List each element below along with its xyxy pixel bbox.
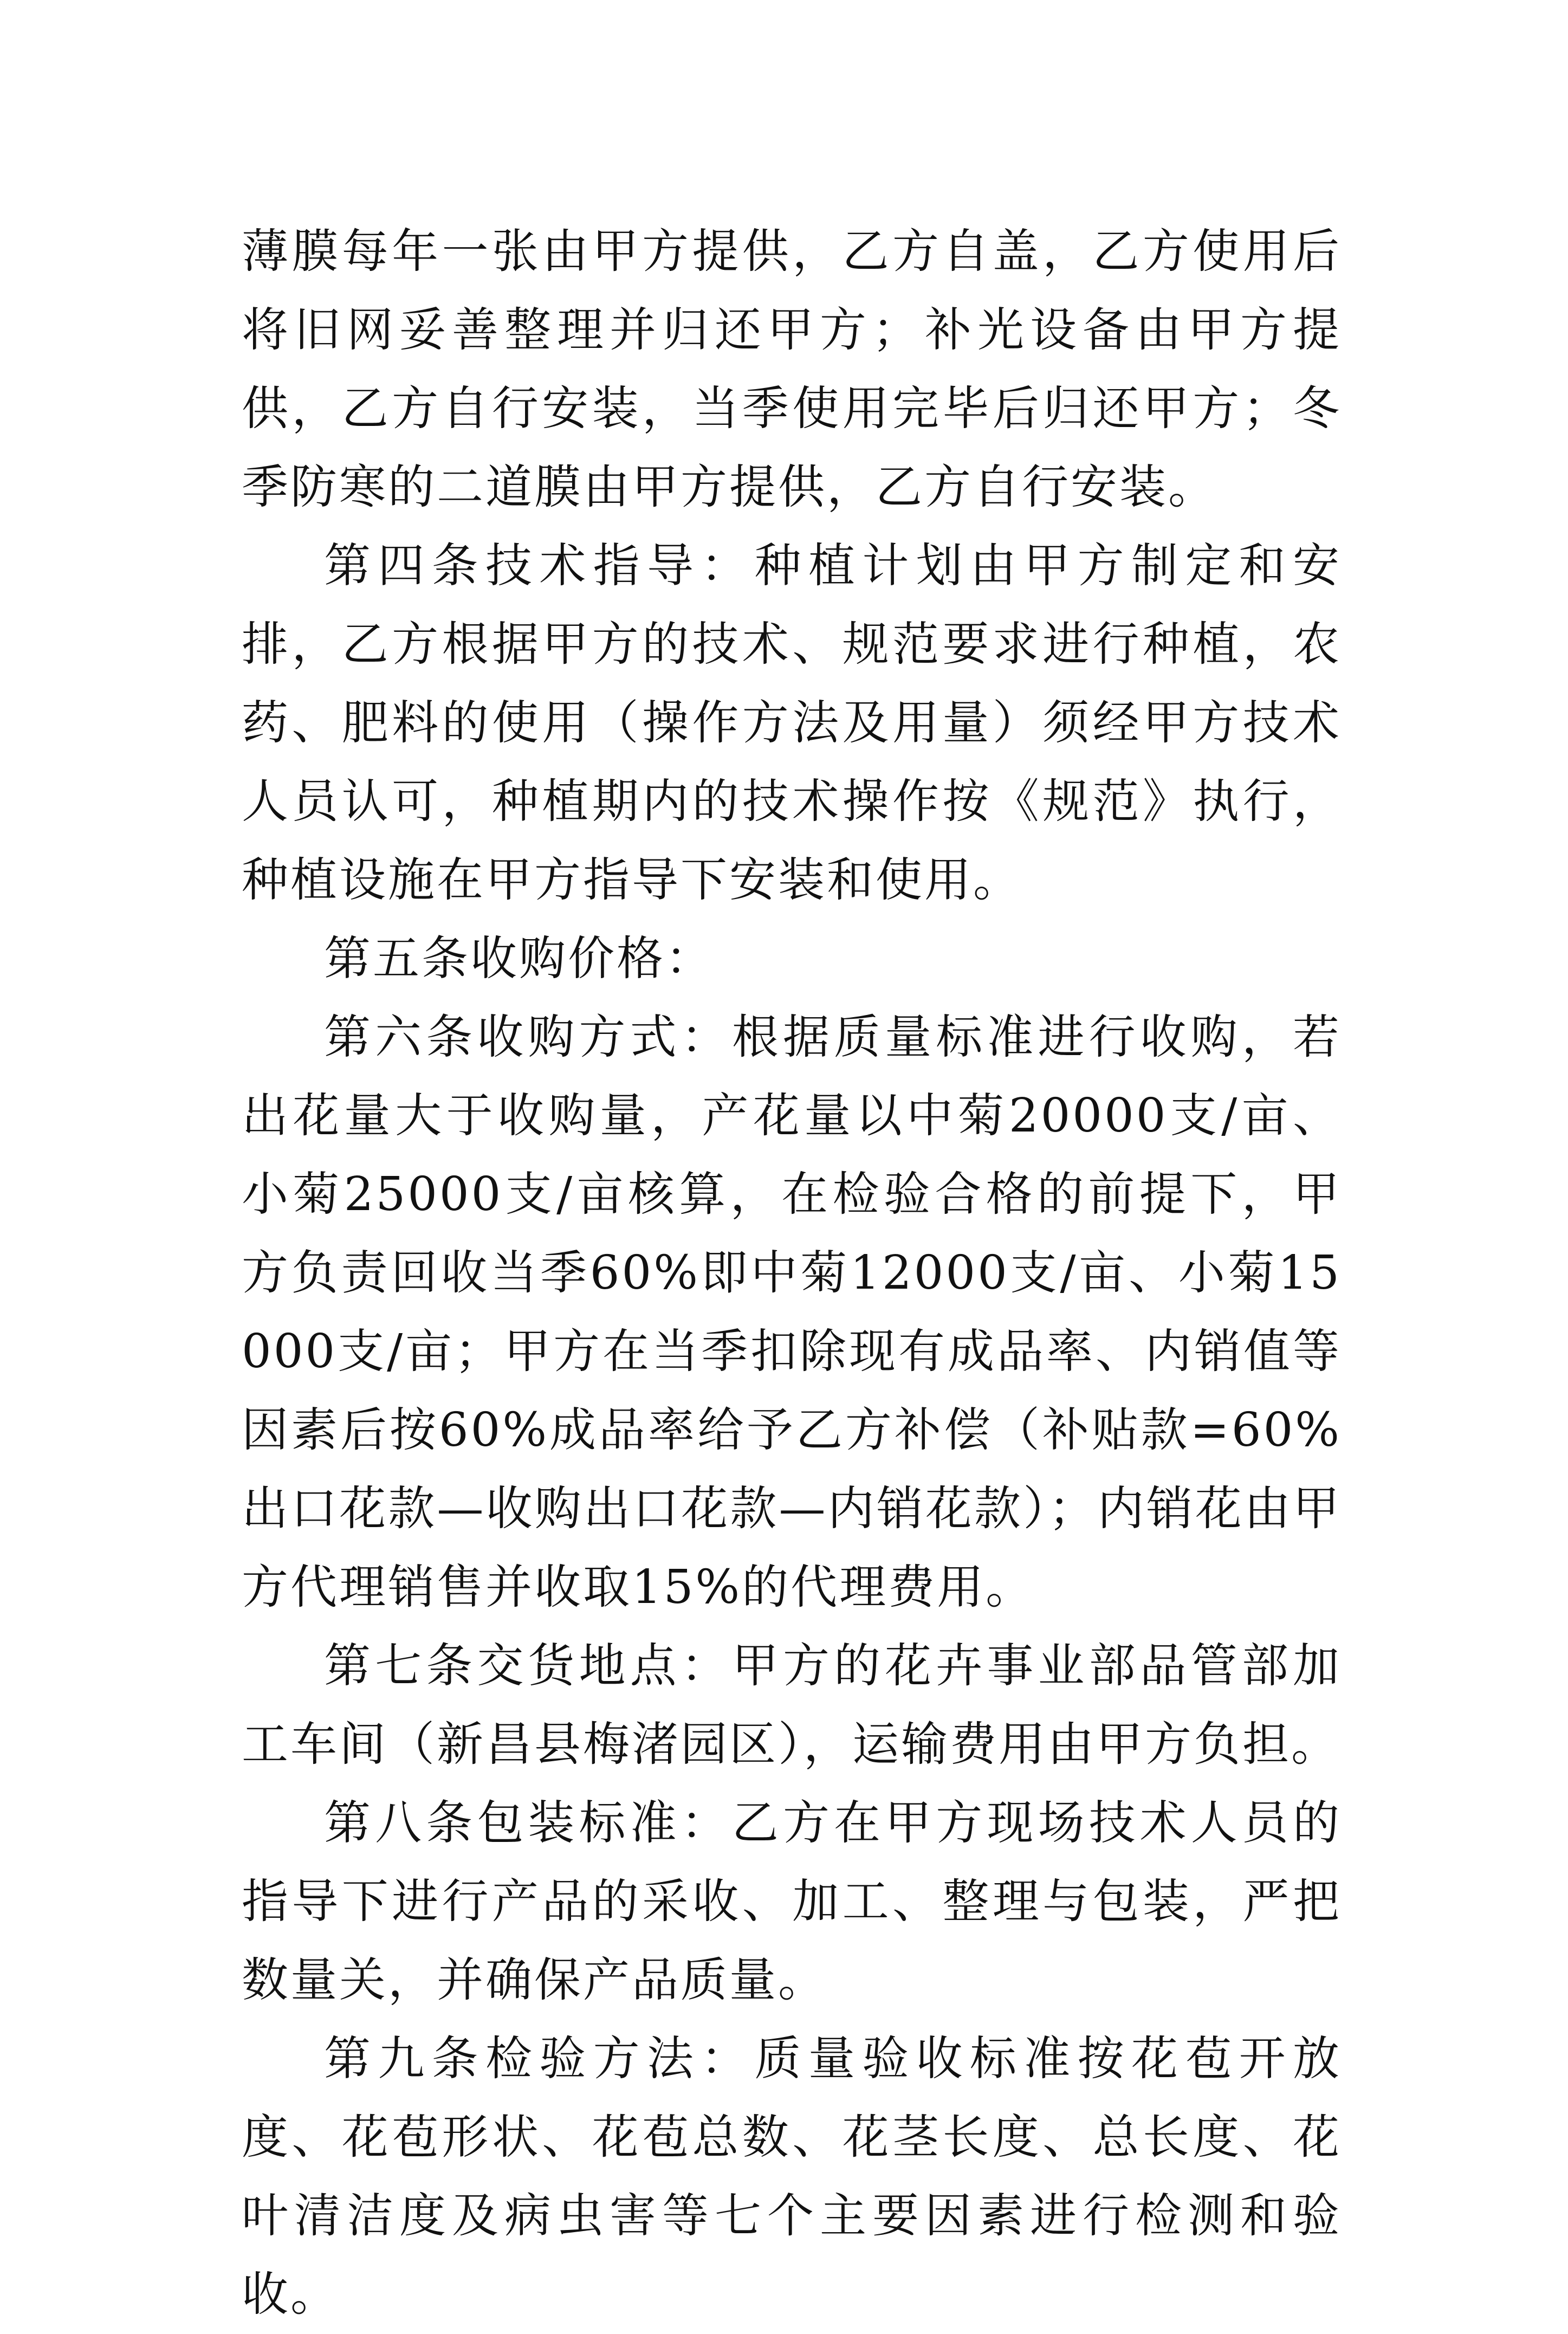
paragraph-article-4-technical-guidance: 第四条技术指导：种植计划由甲方制定和安排，乙方根据甲方的技术、规范要求进行种植，农药、肥料的使用（操作方法及用量）须经甲方技术人员认可，种植期内的技术操作按《规范》执行，种植设施在甲方指导下安装和使用。 [242,539,1342,907]
paragraph-article-5-purchase-price: 第五条收购价格： [324,932,714,986]
paragraph-article-6-purchase-method: 第六条收购方式：根据质量标准进行收购，若出花量大于收购量，产花量以中菊20000支/亩、小菊25000支/亩核算，在检验合格的前提下，甲方负责回收当季60%即中菊12000支/亩、小菊15000支/亩；甲方在当季扣除现有成品率、内销值等因素后按60%成品率给予乙方补偿（补贴款=60%出口花款—收购出口花款—内销花款）；内销花由甲方代理销售并收取15%的代理费用。 [242,1010,1342,1614]
document-body [242,212,1342,2334]
paragraph-materials-continued: 薄膜每年一张由甲方提供，乙方自盖，乙方使用后将旧网妥善整理并归还甲方；补光设备由甲方提供，乙方自行安装，当季使用完毕后归还甲方；冬季防寒的二道膜由甲方提供，乙方自行安装。 [242,224,1342,514]
paragraph-article-7-delivery-location: 第七条交货地点：甲方的花卉事业部品管部加工车间（新昌县梅渚园区），运输费用由甲方负担。 [242,1639,1342,1771]
paragraph-article-9-inspection-method: 第九条检验方法：质量验收标准按花苞开放度、花苞形状、花苞总数、花茎长度、总长度、花叶清洁度及病虫害等七个主要因素进行检测和验收。 [242,2032,1342,2322]
paragraph-article-8-packaging-standard: 第八条包装标准：乙方在甲方现场技术人员的指导下进行产品的采收、加工、整理与包装，严把数量关，并确保产品质量。 [242,1796,1342,2007]
